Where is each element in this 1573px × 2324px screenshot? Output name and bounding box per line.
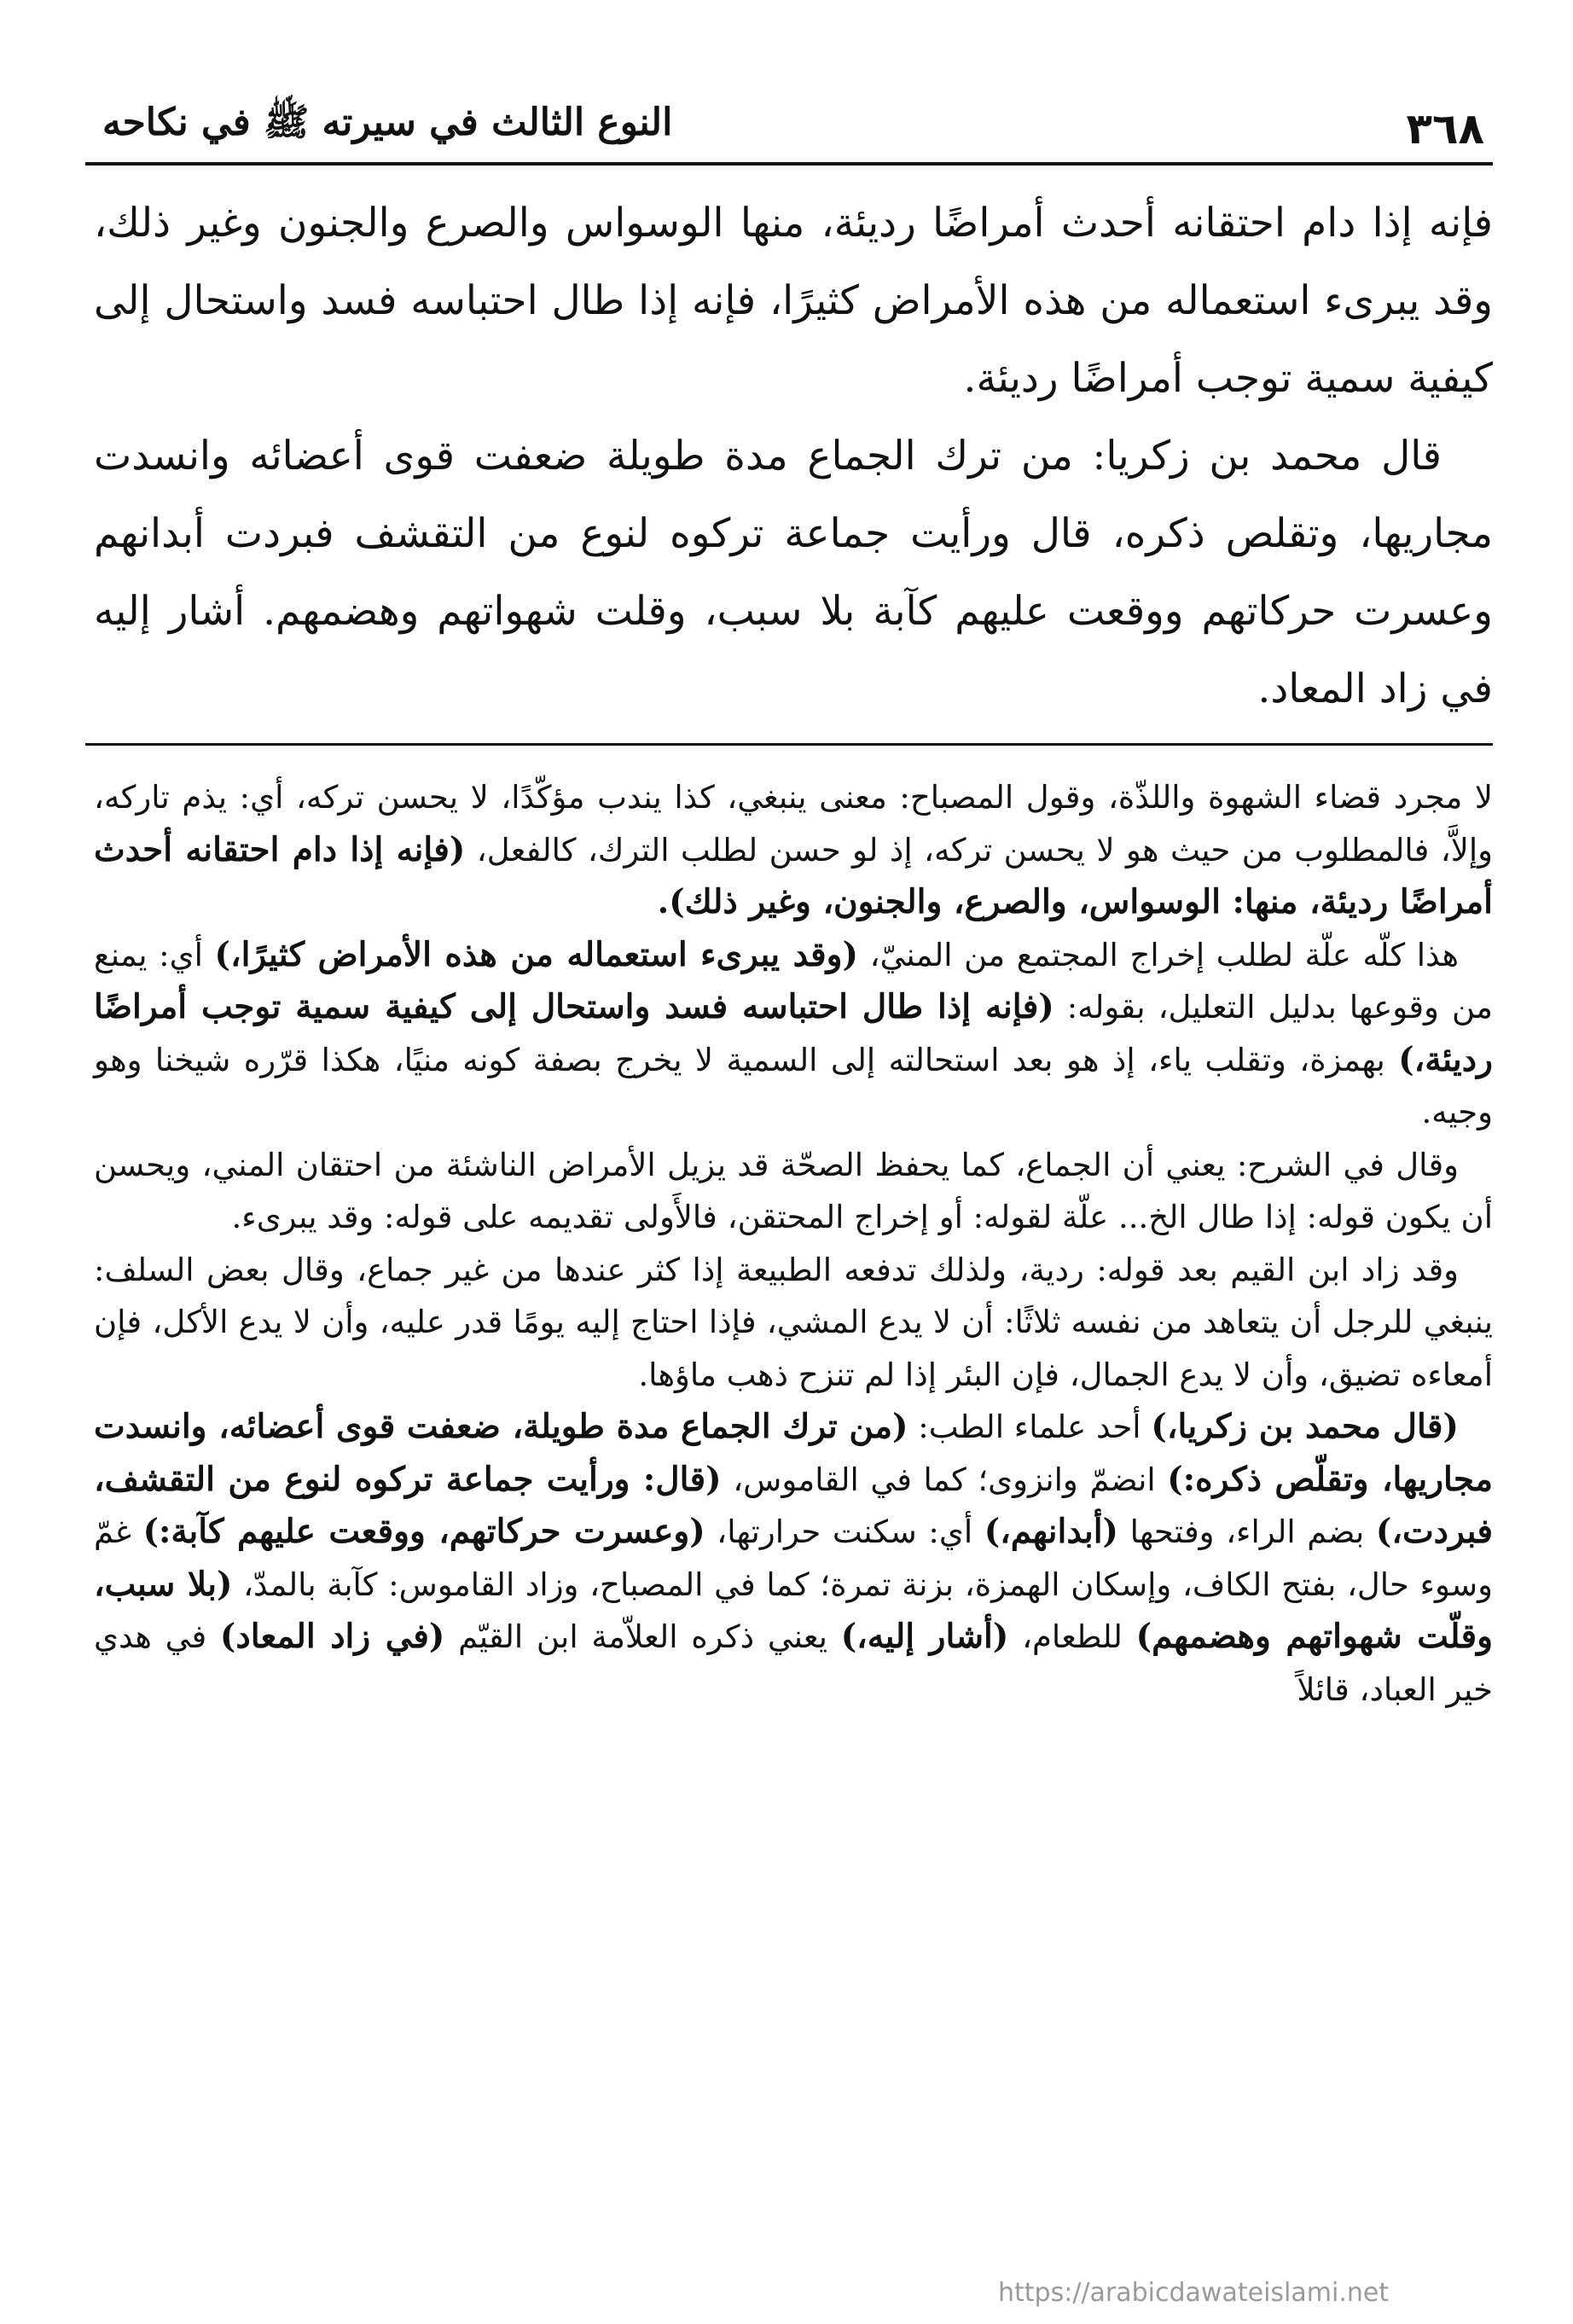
book-page (94, 85, 1493, 2304)
page-header (94, 85, 1493, 154)
commentary-text-run: يعني ذكره العلاّمة ابن القيّم (444, 1618, 841, 1655)
commentary-paragraph-4: وقد زاد ابن القيم بعد قوله: ردية، ولذلك تدفعه الطبيعة إذا كثر عندها من غير جماع، وقال بعض السلف: ينبغي للرجل أن يتعاهد من نفسه ثلاثًا: أن لا يدع المشي، فإذا احتاج إليه يومًا قدر عليه، وأن لا يدع الأكل، فإن أمعاءه تضيق، وأن لا يدع الجمال، فإن البئر إذا لم تنزح ذهب ماؤها. (94, 1251, 1493, 1393)
quoted-main-text: (قال محمد بن زكريا،) (1151, 1407, 1459, 1446)
commentary-text-run: انضمّ وانزوى؛ كما في القاموس، (721, 1461, 1168, 1498)
commentary-text (94, 771, 1493, 1716)
page-number: ٣٦٨ (1406, 104, 1484, 154)
main-paragraph-1: فإنه إذا دام احتقانه أحدث أمراضًا رديئة، منها الوسواس والصرع والجنون وغير ذلك، وقد يبرىء استعماله من هذه الأمراض كثيرًا، فإنه إذا طال احتباسه فسد واستحال إلى كيفية سمية توجب أمراضًا رديئة. (94, 200, 1493, 402)
main-text (94, 184, 1493, 728)
commentary-text-run: للطعام، (1008, 1618, 1136, 1655)
commentary-paragraph-1 (94, 771, 1493, 929)
quoted-main-text: (بلا سبب، وقلّت شهواتهم وهضمهم) (94, 1564, 1493, 1656)
quoted-main-text: (أشار إليه،) (840, 1617, 1009, 1656)
commentary-text-run: غمّ وسوء حال، بفتح الكاف، وإسكان الهمزة، بزنة تمرة؛ كما في المصباح، وزاد القاموس: كآبة بالمدّ، (94, 1514, 1494, 1603)
source-watermark: https://arabicdawateislami.net (998, 2278, 1390, 2308)
commentary-text-run: في هدي خير العباد، قائلاً (94, 1618, 1493, 1708)
commentary-text-run: أحد علماء الطب: (908, 1409, 1152, 1445)
commentary-text-run: بضم الراء، وفتحها (1117, 1514, 1376, 1550)
commentary-text-run: هذا كلّه علّة لطلب إخراج المجتمع من المنيّ، (857, 936, 1459, 973)
quoted-main-text: (فإنه إذا طال احتباسه فسد واستحال إلى كيفية سمية توجب أمراضًا رديئة،) (94, 987, 1493, 1079)
quoted-main-text: (أبدانهم،) (984, 1512, 1118, 1551)
commentary-divider (85, 743, 1493, 746)
commentary-paragraph-3: وقال في الشرح: يعني أن الجماع، كما يحفظ الصحّة قد يزيل الأمراض الناشئة من احتقان المني، ويحسن أن يكون قوله: إذا طال الخ... علّة لقوله: أو إخراج المحتقن، فالأَولى تقديمه على قوله: وقد يبرىء. (94, 1146, 1493, 1235)
running-title: النوع الثالث في سيرته ﷺ في نكاحه (102, 101, 673, 144)
quoted-main-text: (وقد يبرىء استعماله من هذه الأمراض كثيرًا،) (214, 934, 858, 974)
quoted-main-text: (في زاد المعاد) (219, 1617, 445, 1656)
commentary-paragraph-5 (94, 1401, 1493, 1716)
commentary-text-run: لا مجرد قضاء الشهوة واللذّة، وقول المصباح: معنى ينبغي، كذا يندب مؤكّدًا، لا يحسن تركه، أي: يذم تاركه، وإلاَّ، فالمطلوب من حيث هو لا يحسن تركه، إذ لو حسن لطلب الترك، كالفعل، (94, 779, 1493, 869)
commentary-text-run: أي: سكنت حرارتها، (705, 1514, 984, 1550)
main-paragraph-2: قال محمد بن زكريا: من ترك الجماع مدة طويلة ضعفت قوى أعضائه وانسدت مجاريها، وتقلص ذكره، قال ورأيت جماعة تركوه لنوع من التقشف فبردت أبدانهم وعسرت حركاتهم ووقعت عليهم كآبة بلا سبب، وقلت شهواتهم وهضمهم. أشار إليه في زاد المعاد. (94, 433, 1493, 712)
commentary-text-run: بهمزة، وتقلب ياء، إذ هو بعد استحالته إلى السمية لا يخرج بصفة كونه منيًا، هكذا قرّره شيخنا وهو وجيه. (94, 1041, 1493, 1130)
quoted-main-text: (وعسرت حركاتهم، ووقعت عليهم كآبة:) (142, 1512, 705, 1551)
quoted-main-text: (من ترك الجماع مدة طويلة، ضعفت قوى أعضائه، وانسدت مجاريها، وتقلّص ذكره:) (94, 1407, 1493, 1499)
quoted-main-text: (قال: ورأيت جماعة تركوه لنوع من التقشف، فبردت،) (94, 1459, 1493, 1551)
commentary-text-run: أي: يمنع من وقوعها بدليل التعليل، بقوله: (94, 936, 1493, 1025)
commentary-paragraph-2 (94, 929, 1493, 1139)
header-rule (85, 162, 1493, 166)
quoted-main-text: (فإنه إذا دام احتقانه أحدث أمراضًا رديئة، منها: الوسواس، والصرع، والجنون، وغير ذلك). (94, 829, 1493, 921)
